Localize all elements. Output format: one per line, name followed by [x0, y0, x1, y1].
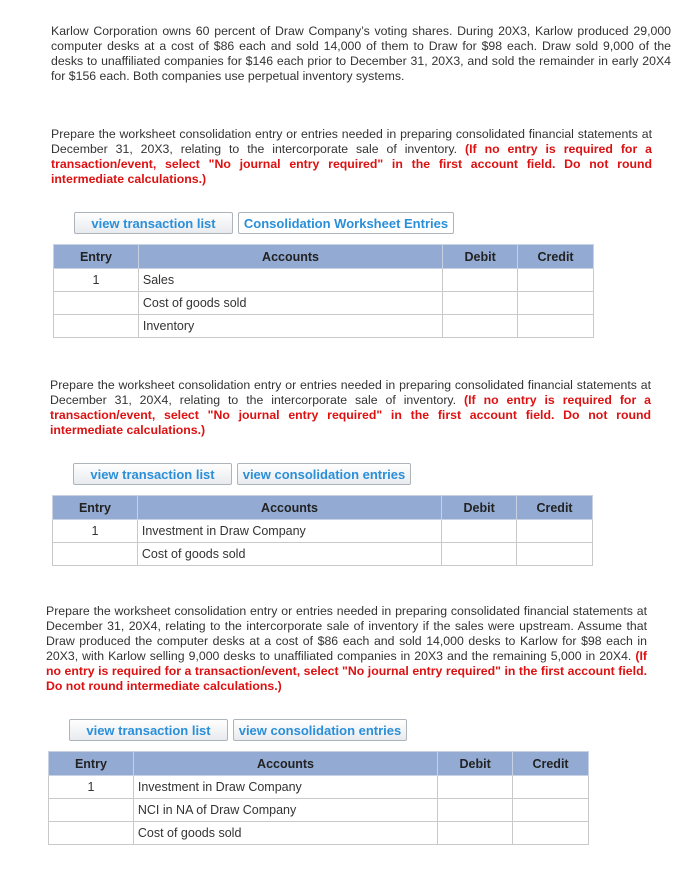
table-row	[53, 520, 593, 543]
debit-input[interactable]	[442, 543, 517, 566]
account-select[interactable]: Cost of goods sold	[137, 543, 441, 566]
entry-header: Entry	[54, 245, 139, 269]
account-select[interactable]: Cost of goods sold	[138, 292, 442, 315]
consolidation-worksheet-entries-button[interactable]: Consolidation Worksheet Entries	[238, 212, 454, 234]
question-3-prompt: Prepare the worksheet consolidation entry or entries needed in preparing consolidated financial statements at December 31, 20X4, relating to the intercorporate sale of inventory if the sales were upstream. Assume that Draw produced the computer desks at a cost of $86 each and sold 14,000 desks to Karlow for $98 each in 20X3, with Karlow selling 9,000 desks to unaffiliated companies in 20X3 and the remaining 5,000 in 20X4.	[46, 604, 647, 663]
credit-input[interactable]	[513, 822, 589, 845]
table-header-row	[53, 496, 593, 520]
credit-input[interactable]	[513, 799, 589, 822]
table-row	[54, 292, 594, 315]
debit-input[interactable]	[442, 520, 517, 543]
view-consolidation-entries-button[interactable]: view consolidation entries	[237, 463, 411, 485]
question-3-instruction: (If no entry is required for a transaction/event, select "No journal entry required" in the first account field. Do not round intermediate calculations.)	[46, 649, 647, 693]
debit-input[interactable]	[438, 799, 513, 822]
view-transaction-list-button[interactable]: view transaction list	[74, 212, 233, 234]
question-1-prompt: Prepare the worksheet consolidation entry or entries needed in preparing consolidated financial statements at December 31, 20X3, relating to the intercorporate sale of inventory.	[51, 127, 652, 156]
view-consolidation-entries-button[interactable]: view consolidation entries	[233, 719, 407, 741]
credit-input[interactable]	[517, 543, 593, 566]
worksheet-table-1	[53, 244, 594, 338]
problem-intro: Karlow Corporation owns 60 percent of Draw Company’s voting shares. During 20X3, Karlow produced 29,000 computer desks at a cost of $86 each and sold 14,000 of them to Draw for $98 each. Draw sold 9,000 of the desks to unaffiliated companies for $146 each prior to December 31, 20X3, and sold the remainder in early 20X4 for $156 each. Both companies use perpetual inventory systems.	[51, 24, 671, 83]
debit-input[interactable]	[438, 776, 513, 799]
question-2-instruction: (If no entry is required for a transaction/event, select "No journal entry required" in the first account field. Do not round intermediate calculations.)	[50, 393, 651, 437]
question-3-text	[46, 604, 647, 694]
view-transaction-list-button[interactable]: view transaction list	[73, 463, 232, 485]
entry-cell	[49, 822, 134, 845]
table-row	[49, 776, 589, 799]
credit-input[interactable]	[518, 315, 594, 338]
debit-input[interactable]	[443, 315, 518, 338]
table-header-row	[54, 245, 594, 269]
entry-header: Entry	[49, 752, 134, 776]
credit-header: Credit	[517, 496, 593, 520]
accounts-header: Accounts	[138, 245, 442, 269]
account-select[interactable]: NCI in NA of Draw Company	[133, 799, 437, 822]
accounts-header: Accounts	[137, 496, 441, 520]
entry-cell	[49, 799, 134, 822]
question-2-prompt: Prepare the worksheet consolidation entry or entries needed in preparing consolidated financial statements at December 31, 20X4, relating to the intercorporate sale of inventory.	[50, 378, 651, 407]
entry-header: Entry	[53, 496, 138, 520]
question-3-button-bar	[69, 719, 407, 741]
question-2-button-bar	[73, 463, 411, 485]
table-header-row	[49, 752, 589, 776]
table-row	[54, 315, 594, 338]
credit-input[interactable]	[517, 520, 593, 543]
table-row	[49, 822, 589, 845]
entry-cell: 1	[49, 776, 134, 799]
debit-input[interactable]	[438, 822, 513, 845]
account-select[interactable]: Sales	[138, 269, 442, 292]
debit-input[interactable]	[443, 269, 518, 292]
credit-header: Credit	[513, 752, 589, 776]
debit-header: Debit	[438, 752, 513, 776]
credit-header: Credit	[518, 245, 594, 269]
table-row	[53, 543, 593, 566]
credit-input[interactable]	[513, 776, 589, 799]
table-row	[49, 799, 589, 822]
account-select[interactable]: Cost of goods sold	[133, 822, 437, 845]
account-select[interactable]: Investment in Draw Company	[133, 776, 437, 799]
account-select[interactable]: Investment in Draw Company	[137, 520, 441, 543]
question-2-text	[50, 378, 651, 438]
worksheet-table-2	[52, 495, 593, 566]
account-select[interactable]: Inventory	[138, 315, 442, 338]
question-1-button-bar	[74, 212, 454, 234]
question-1-instruction: (If no entry is required for a transaction/event, select "No journal entry required" in the first account field. Do not round intermediate calculations.)	[51, 142, 652, 186]
entry-cell	[54, 315, 139, 338]
entry-cell	[54, 292, 139, 315]
entry-cell	[53, 543, 138, 566]
credit-input[interactable]	[518, 292, 594, 315]
entry-cell: 1	[54, 269, 139, 292]
worksheet-table-3	[48, 751, 589, 845]
debit-header: Debit	[442, 496, 517, 520]
accounts-header: Accounts	[133, 752, 437, 776]
credit-input[interactable]	[518, 269, 594, 292]
debit-input[interactable]	[443, 292, 518, 315]
entry-cell: 1	[53, 520, 138, 543]
table-row	[54, 269, 594, 292]
view-transaction-list-button[interactable]: view transaction list	[69, 719, 228, 741]
question-1-text	[51, 127, 652, 187]
debit-header: Debit	[443, 245, 518, 269]
